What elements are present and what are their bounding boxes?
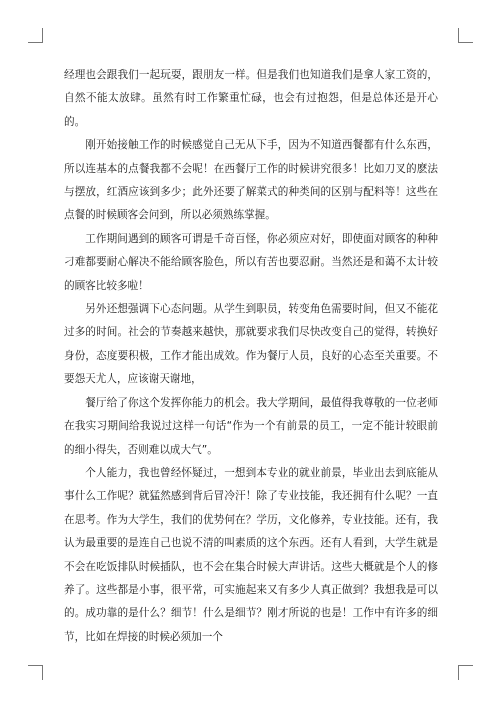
crop-mark-bottom-right xyxy=(458,665,473,680)
paragraph-5: 餐厅给了你这个发挥你能力的机会。我大学期间，最值得我尊敬的一位老师在我实习期间给我说过这样一句话“作为一个有前景的员工，一定不能计较眼前的细小得失，否则难以成大气”。 xyxy=(64,396,438,456)
paragraph-2: 刚开始接触工作的时候感觉自己无从下手，因为不知道西餐都有什么东西，所以连基本的点餐我都不会呢！在西餐厅工作的时候讲究很多！比如刀叉的麽法与摆放，红酒应该到多少；此外还要了解菜式的种类间的区别与配料等！这些在点餐的时候顾客会问到，所以必须熟练掌握。 xyxy=(64,139,438,222)
paragraph-1: 经理也会跟我们一起玩耍，跟朋友一样。但是我们也知道我们是拿人家工资的，自然不能太放肆。虽然有时工作繁重忙碌，也会有过抱怨，但是总体还是开心的。 xyxy=(64,69,438,128)
paragraph-4: 另外还想强调下心态问题。从学生到职员，转变角色需要时间，但又不能花过多的时间。社会的节奏越来越快，那就要求我们尽快改变自己的觉得，转换好身份，态度要积极，工作才能出成效。作为餐厅人员，良好的心态至关重要。不要怨天尤人，应该谢天谢地， xyxy=(64,303,438,386)
crop-mark-top-right xyxy=(458,28,473,43)
page-body xyxy=(64,64,438,649)
crop-mark-bottom-left xyxy=(28,665,43,680)
paragraph-3: 工作期间遇到的顾客可谓是千奇百怪，你必须应对好，即使面对顾客的种种刁难都要耐心解决不能给顾客脸色，所以有苦也要忍耐。当然还是和蔼不太计较的顾客比较多啦！ xyxy=(64,232,438,292)
crop-mark-top-left xyxy=(28,28,43,43)
paragraph-6: 个人能力，我也曾经怀疑过，一想到本专业的就业前景，毕业出去到底能从事什么工作呢？就猛然感到背后冒冷汗！除了专业技能，我还拥有什么呢？一直在思考。作为大学生，我们的优势何在？学历，文化修养，专业技能。还有，我认为最重要的是连自己也说不清的叫素质的这个东西。还有人看到，大学生就是不会在吃饭排队时候插队，也不会在集合时候大声讲话。这些大概就是个人的修养了。这些都是小事，很平常，可实施起来又有多少人真正做到？我想我是可以的。成功靠的是什么？细节！什么是细节？刚才所说的也是！工作中有许多的细节，比如在焊接的时候必须加一个 xyxy=(64,466,438,643)
